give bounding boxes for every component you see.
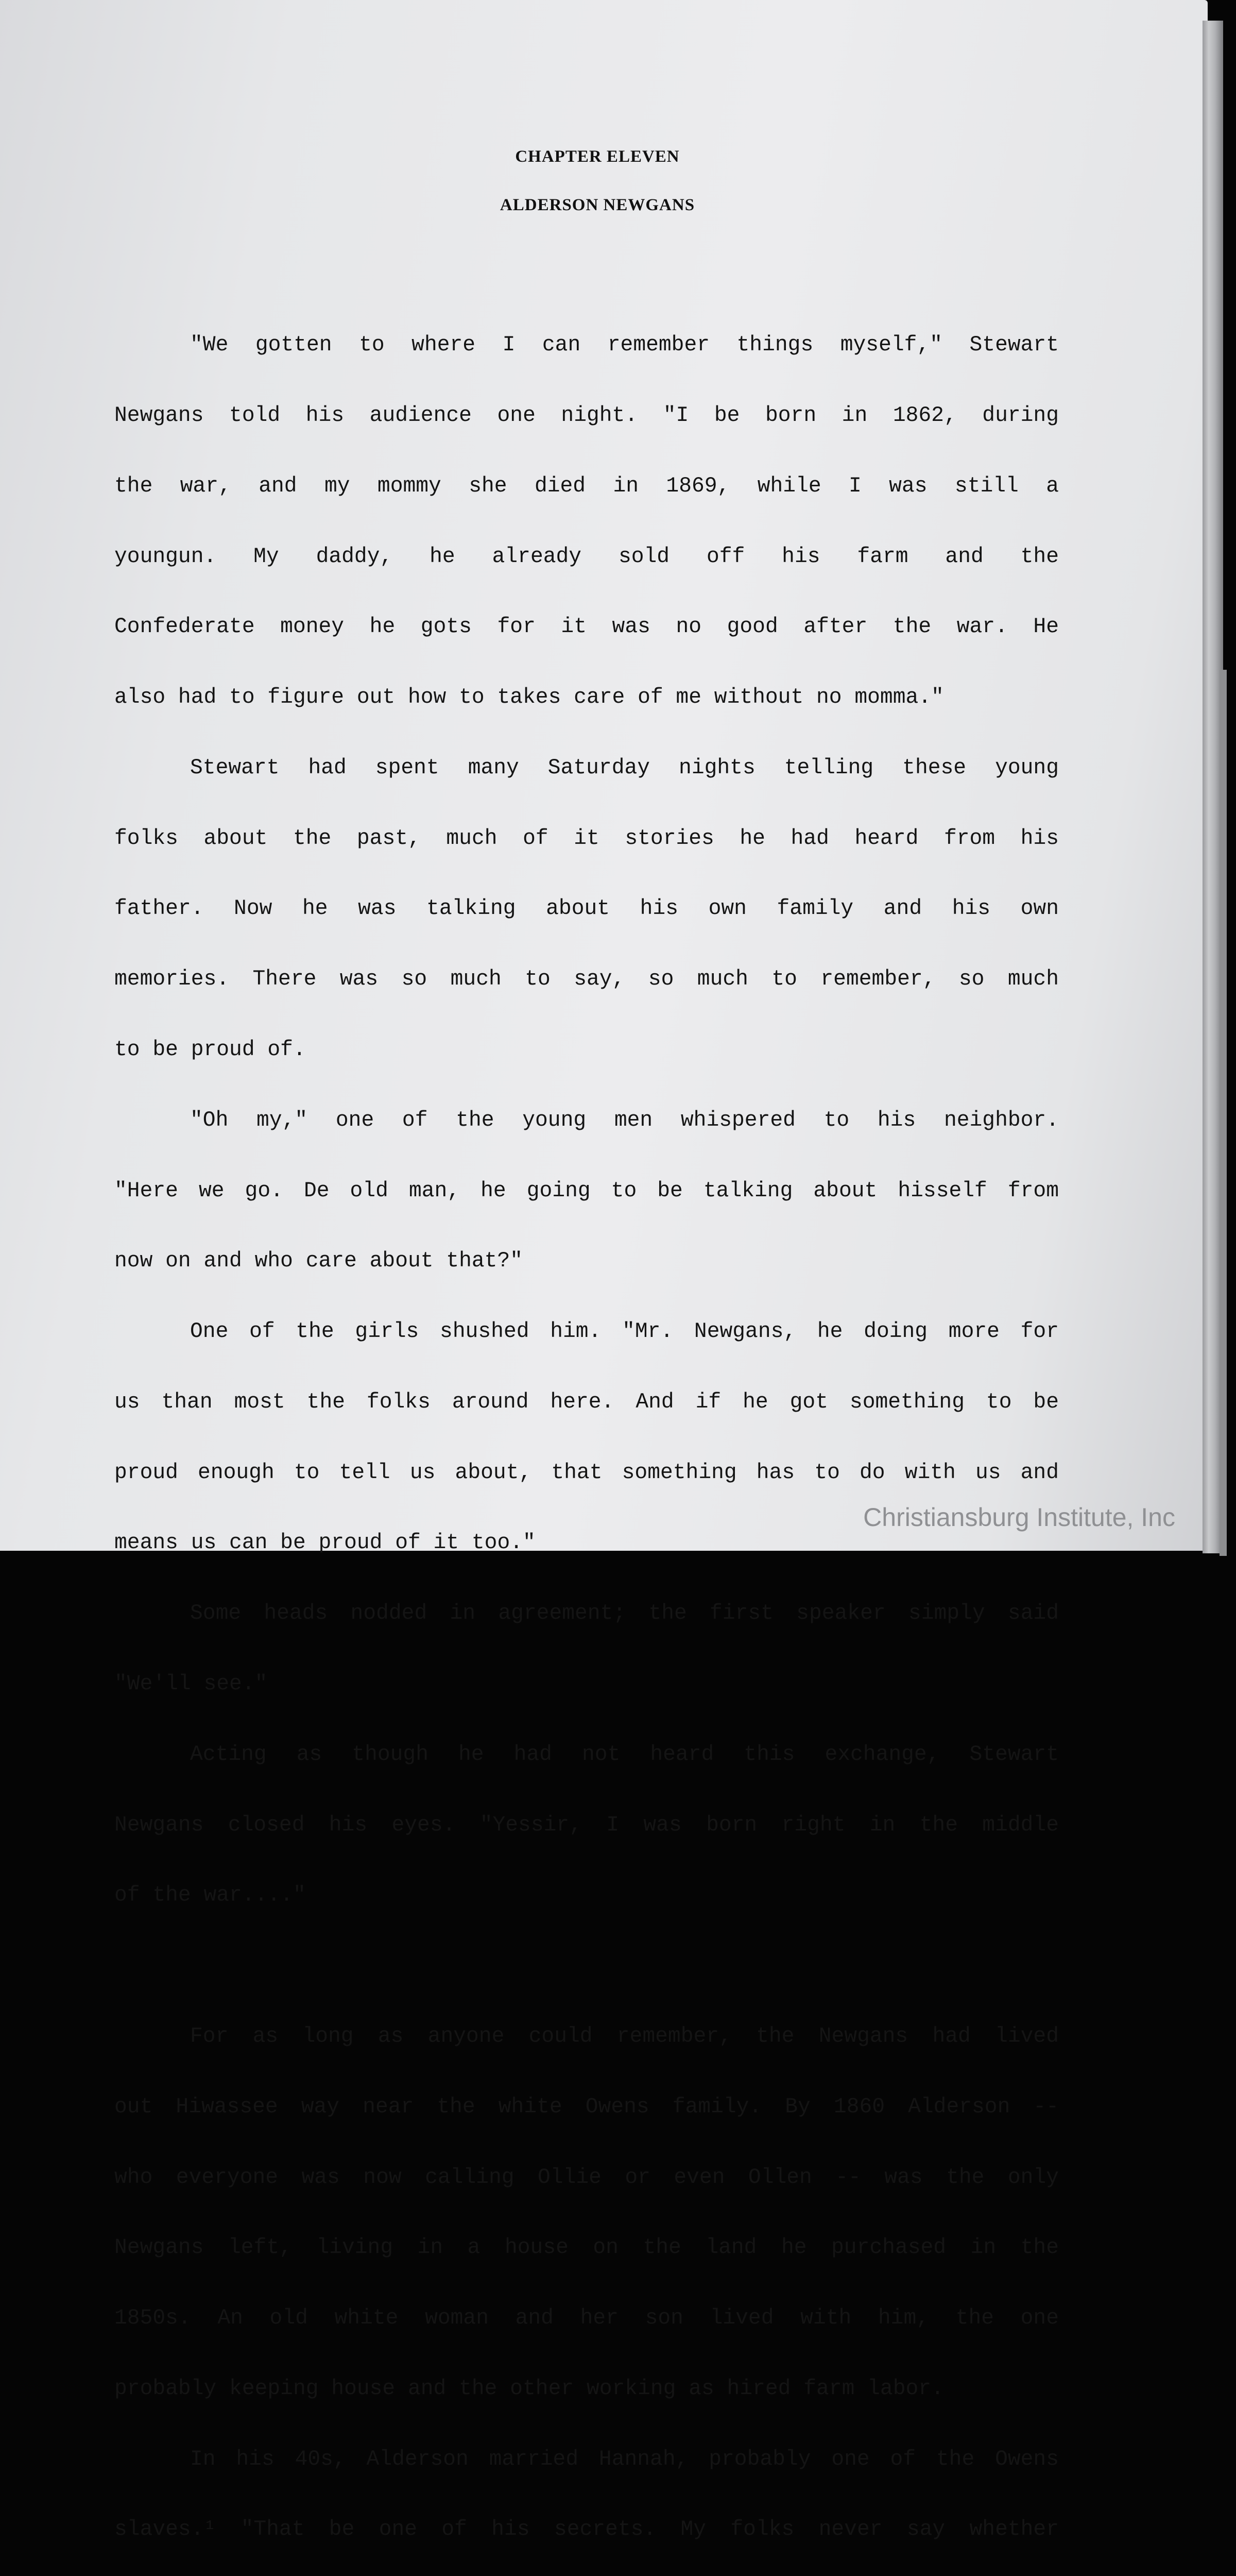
text-line: Some heads nodded in agreement; the first speaker simply said — [190, 1602, 1059, 1626]
text-line: 1850s. An old white woman and her son lived with him, the one — [114, 2307, 1059, 2331]
text-line: In his 40s, Alderson married Hannah, probably one of the Owens — [190, 2447, 1059, 2471]
text-line: folks about the past, much of it stories he had heard from his — [114, 826, 1059, 851]
text-line: also had to figure out how to takes care of me without no momma." — [114, 686, 944, 710]
text-line: Newgans closed his eyes. "Yessir, I was born right in the middle — [114, 1813, 1059, 1837]
text-line: One of the girls shushed him. "Mr. Newgans, he doing more for — [190, 1320, 1059, 1344]
text-line: youngun. My daddy, he already sold off his farm and the — [114, 545, 1059, 569]
text-line: father. Now he was talking about his own family and his own — [114, 897, 1059, 921]
chapter-title: ALDERSON NEWGANS — [500, 196, 695, 214]
chapter-heading: CHAPTER ELEVEN — [515, 147, 680, 166]
text-line: us than most the folks around here. And if he got something to be — [114, 1390, 1059, 1414]
text-line: who everyone was now calling Ollie or even Ollen -- was the only — [114, 2165, 1059, 2190]
text-line: Stewart had spent many Saturday nights telling these young — [190, 756, 1059, 780]
text-line: proud enough to tell us about, that something has to do with us and — [114, 1461, 1059, 1485]
watermark: Christiansburg Institute, Inc — [863, 1503, 1175, 1532]
text-line: to be proud of. — [114, 1038, 306, 1062]
text-line: Newgans told his audience one night. "I be born in 1862, during — [114, 403, 1059, 428]
text-line: probably keeping house and the other working as hired farm labor. — [114, 2377, 944, 2401]
text-line: Newgans left, living in a house on the land he purchased in the — [114, 2236, 1059, 2260]
text-line: "Here we go. De old man, he going to be talking about hisself from — [114, 1179, 1059, 1203]
text-line: out Hiwassee way near the white Owens family. By 1860 Alderson -- — [114, 2095, 1059, 2119]
text-line: of the war...." — [114, 1884, 306, 1908]
text-line: "We gotten to where I can remember things myself," Stewart — [190, 333, 1059, 358]
text-line: For as long as anyone could remember, the Newgans had lived — [190, 2024, 1059, 2048]
text-line: means us can be proud of it too." — [114, 1531, 536, 1555]
page-stack-shadow — [1220, 670, 1227, 1556]
text-line: Acting as though he had not heard this exchange, Stewart — [190, 1742, 1059, 1767]
body-text — [114, 287, 1059, 2576]
text-line: memories. There was so much to say, so much to remember, so much — [114, 968, 1059, 992]
text-line: "Oh my," one of the young men whispered to his neighbor. — [190, 1108, 1059, 1132]
text-line: "We'll see." — [114, 1672, 268, 1697]
text-line: slaves.¹ "That be one of his secrets. My folks never say whether — [114, 2518, 1059, 2542]
text-line: now on and who care about that?" — [114, 1249, 523, 1274]
paragraph-gap — [114, 1955, 1059, 1978]
text-line: the war, and my mommy she died in 1869, while I was still a — [114, 474, 1059, 498]
text-line: Confederate money he gots for it was no good after the war. He — [114, 615, 1059, 639]
